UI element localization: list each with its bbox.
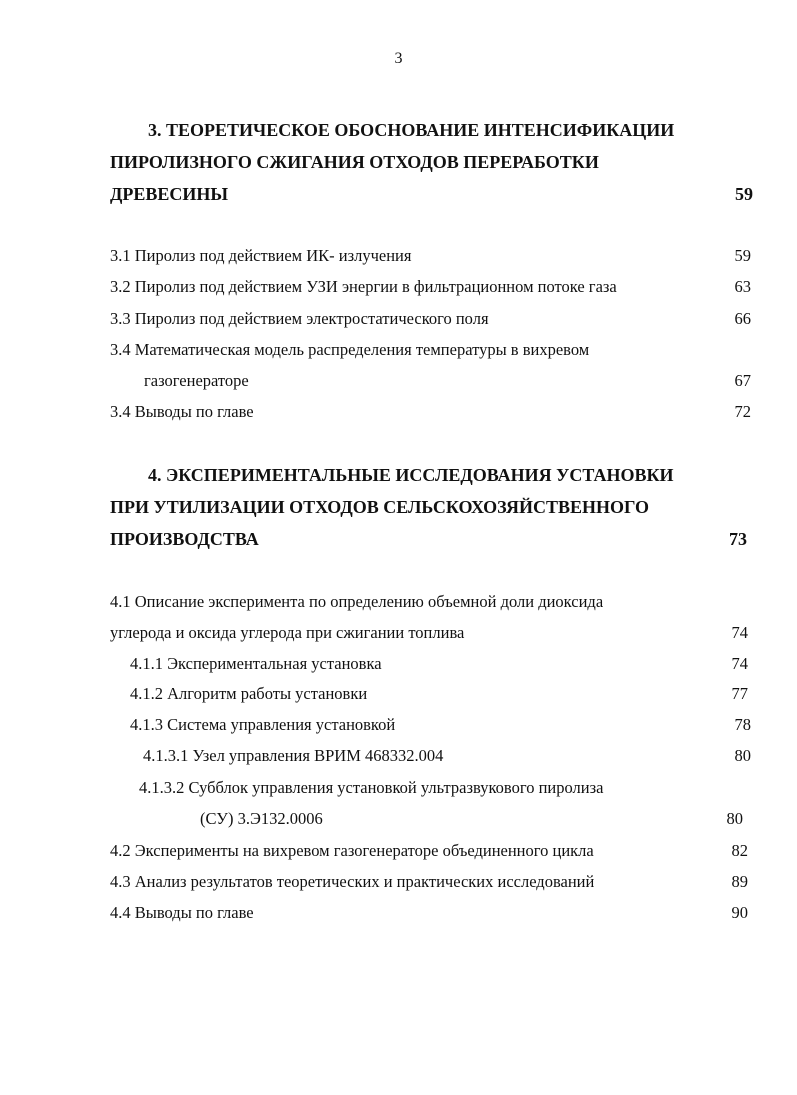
toc-entry-3-2: 3.2 Пиролиз под действием УЗИ энергии в фильтрационном потоке газа [110, 277, 617, 296]
toc-entry-4-1-1: 4.1.1 Экспериментальная установка [130, 654, 382, 673]
toc-entry-4-4: 4.4 Выводы по главе [110, 903, 254, 922]
toc-page-4-1: 74 [731, 623, 748, 642]
page-number: 3 [394, 50, 403, 67]
toc-page-4-1-3: 78 [734, 715, 751, 734]
toc-page-4-3: 89 [731, 872, 748, 891]
chapter-3-title-line-2: ПИРОЛИЗНОГО СЖИГАНИЯ ОТХОДОВ ПЕРЕРАБОТКИ [110, 152, 599, 172]
toc-entry-4-1-cont: углерода и оксида углерода при сжигании топлива [110, 623, 465, 642]
toc-entry-4-1: 4.1 Описание эксперимента по определению объемной доли диоксида [110, 592, 604, 611]
chapter-3-page: 59 [735, 184, 753, 204]
toc-page-3-5: 72 [734, 402, 751, 421]
toc-entry-4-1-3-1: 4.1.3.1 Узел управления ВРИМ 468332.004 [143, 746, 444, 765]
chapter-4-title-line-2: ПРИ УТИЛИЗАЦИИ ОТХОДОВ СЕЛЬСКОХОЗЯЙСТВЕННОГО [110, 497, 649, 517]
chapter-3-title-line-1: 3. ТЕОРЕТИЧЕСКОЕ ОБОСНОВАНИЕ ИНТЕНСИФИКАЦИИ [148, 120, 675, 140]
toc-entry-3-4: 3.4 Математическая модель распределения температуры в вихревом [110, 340, 590, 359]
toc-entry-3-4-cont: газогенераторе [144, 371, 249, 390]
toc-page-3-1: 59 [734, 246, 751, 265]
toc-entry-4-1-3: 4.1.3 Система управления установкой [130, 715, 396, 734]
toc-entry-4-2: 4.2 Эксперименты на вихревом газогенераторе объединенного цикла [110, 841, 594, 860]
toc-entry-3-5: 3.4 Выводы по главе [110, 402, 254, 421]
toc-page-4-1-3-1: 80 [734, 746, 751, 765]
chapter-4-title-text: ПРОИЗВОДСТВА [110, 529, 259, 549]
chapter-4-title-line-3 [110, 523, 747, 555]
toc-page-4-4: 90 [731, 903, 748, 922]
toc-page-3-4: 67 [734, 371, 751, 390]
toc-page-4-1-2: 77 [731, 684, 748, 703]
toc-entry-3-1: 3.1 Пиролиз под действием ИК- излучения [110, 246, 412, 265]
chapter-4-title-line-1: 4. ЭКСПЕРИМЕНТАЛЬНЫЕ ИССЛЕДОВАНИЯ УСТАНОВКИ [148, 465, 674, 485]
toc-entry-4-1-2: 4.1.2 Алгоритм работы установки [130, 684, 368, 703]
toc-page-3-3: 66 [734, 309, 751, 328]
chapter-4-heading [110, 459, 747, 555]
toc-page-4-1-3-2: 80 [726, 809, 743, 828]
toc-entry-4-1-3-2: 4.1.3.2 Субблок управления установкой ультразвукового пиролиза [139, 778, 604, 797]
chapter-3-heading [110, 114, 753, 210]
toc-entry-4-3: 4.3 Анализ результатов теоретических и практических исследований [110, 872, 595, 891]
chapter-4-page: 73 [729, 529, 747, 549]
toc-page-4-1-1: 74 [731, 654, 748, 673]
toc-page-4-2: 82 [731, 841, 748, 860]
chapter-3-title-line-3 [110, 178, 753, 210]
toc-entry-3-3: 3.3 Пиролиз под действием электростатического поля [110, 309, 489, 328]
toc-page-3-2: 63 [734, 277, 751, 296]
toc-entry-4-1-3-2-cont: (СУ) 3.Э132.0006 [200, 809, 323, 828]
chapter-3-title-text: ДРЕВЕСИНЫ [110, 184, 229, 204]
